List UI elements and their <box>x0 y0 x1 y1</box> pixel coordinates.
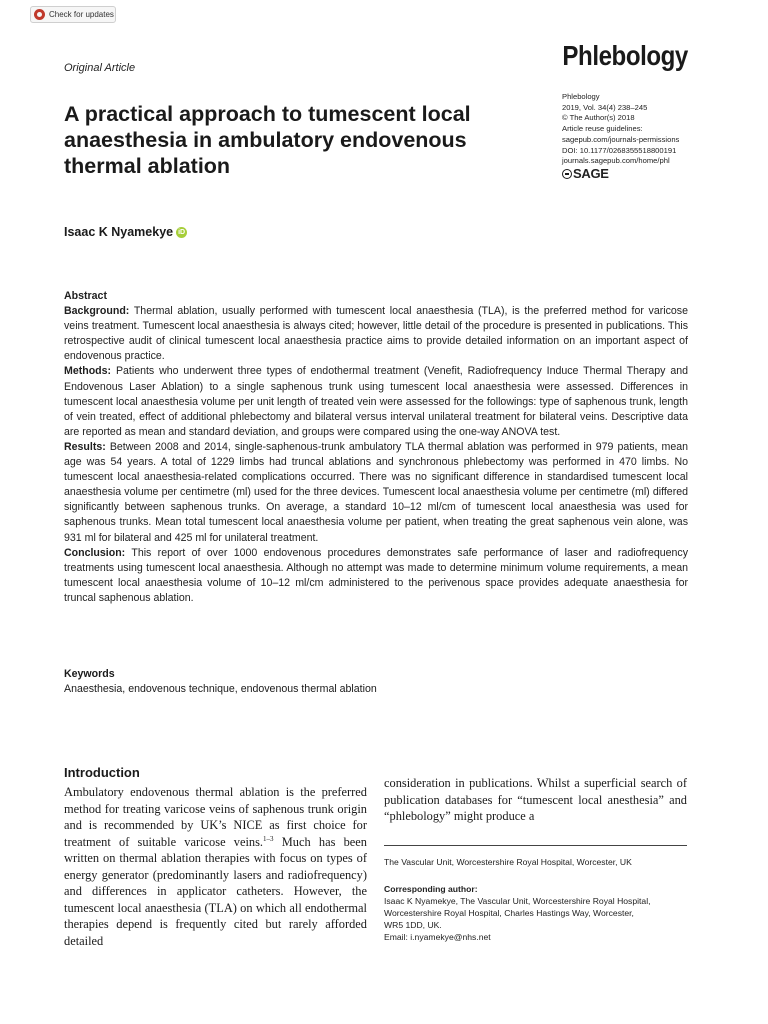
affiliation: The Vascular Unit, Worcestershire Royal Hospital, Worcester, UK <box>384 857 632 867</box>
abstract-methods <box>64 364 688 439</box>
citation-ref[interactable]: 1–3 <box>263 834 274 843</box>
results-text: Between 2008 and 2014, single-saphenous-trunk ambulatory TLA thermal ablation was performed in 979 patients, mean age was 54 years. A total of 1229 limbs had truncal ablations and synchronous phlebectomy was performed in 470 limbs. No tumescent local anaesthesia-related complications occurred. There was no significant difference in standardised tumescent local anaesthesia volume per centimetre (ml) used for the three devices. Tumescent local anaesthesia volume per centimetre (ml) differed significantly between saphenous trunks. On average, a standard 10–12 ml/cm of tumescent local anaesthesia was used for saphenous trunks. Mean total tumescent local anaesthesia volume per patient, when treating the great saphenous vein alone, was 931 ml for bilateral and 425 ml for unilateral treatment. <box>64 440 689 544</box>
publisher-logo <box>562 165 712 181</box>
introduction-left-column <box>64 784 367 949</box>
author-line <box>64 225 187 239</box>
corresponding-heading: Corresponding author: <box>384 884 478 894</box>
meta-journal: Phlebology <box>562 92 600 101</box>
methods-text: Patients who underwent three types of endothermal treatment (Venefit, Radiofrequency Induce Thermal Therapy and Endovenous Laser Ablation) to a single saphenous trunk using tumescent local anaesthesia were assessed. Differences in tumescent local anaesthesia volume per unit length of treated vein were assessed for the followings: type of saphenous trunk, length of vein treated, effect of additional phlebectomy and bilateral versus interval unilateral treatment for bilateral veins. Descriptive data are reported as mean and standard deviation, and groups were compared using the one-way ANOVA test. <box>64 365 688 438</box>
introduction-heading: Introduction <box>64 765 140 780</box>
methods-label: Methods: <box>64 365 112 378</box>
article-type-label: Original Article <box>64 62 136 74</box>
author-name[interactable]: Isaac K Nyamekye <box>64 225 174 239</box>
check-for-updates-icon <box>34 9 45 20</box>
keywords <box>64 667 688 697</box>
publication-meta <box>562 92 712 180</box>
publisher-name: SAGE <box>573 165 609 181</box>
background-text: Thermal ablation, usually performed with tumescent local anaesthesia (TLA), is the preferred method for varicose veins treatment. Tumescent local anaesthesia is always cited; however, little detail of the procedure is presented in publications. This retrospective audit of clinical tumescent local anaesthesia practice aims to provide detailed information on an important aspect of endovenous practice. <box>64 305 688 363</box>
journal-logo: Phlebology <box>562 40 688 71</box>
conclusion-label: Conclusion: <box>64 546 126 559</box>
abstract <box>64 289 688 606</box>
results-label: Results: <box>64 440 106 453</box>
intro-text-a: Ambulatory endovenous thermal ablation is the preferred method for treating varicose veins of saphenous trunk origin and is recommended by UK’s NICE as first choice for treatment of suitable varicose veins. <box>64 785 367 849</box>
corresponding-line: Isaac K Nyamekye, The Vascular Unit, Worcestershire Royal Hospital, <box>384 896 651 906</box>
article-title: A practical approach to tumescent local anaesthesia in ambulatory endovenous thermal ablation <box>64 102 471 178</box>
meta-copyright: © The Author(s) 2018 <box>562 113 635 123</box>
corresponding-line: Worcestershire Royal Hospital, Charles Hastings Way, Worcester, <box>384 908 634 918</box>
footnote-divider <box>384 845 687 846</box>
meta-doi[interactable]: DOI: 10.1177/0268355518800191 <box>562 145 677 155</box>
corresponding-line: WR5 1DD, UK. <box>384 920 442 930</box>
check-for-updates-label: Check for updates <box>49 10 114 19</box>
sage-logo-icon <box>562 169 572 179</box>
meta-reuse-label: Article reuse guidelines: <box>562 124 643 134</box>
abstract-results <box>64 440 688 546</box>
introduction-right-column: consideration in publications. Whilst a superficial search of publication databases for “tumescent local anesthesia” and “phlebology” might produce a <box>384 776 687 823</box>
corresponding-author <box>384 883 694 943</box>
check-for-updates-button[interactable] <box>30 6 116 23</box>
meta-journal-link[interactable]: journals.sagepub.com/home/phl <box>562 156 670 166</box>
keywords-heading: Keywords <box>64 668 115 680</box>
background-label: Background: <box>64 305 130 318</box>
meta-permissions-link[interactable]: sagepub.com/journals-permissions <box>562 134 680 144</box>
abstract-background <box>64 304 688 364</box>
orcid-icon[interactable]: iD <box>178 228 186 236</box>
keywords-text: Anaesthesia, endovenous technique, endovenous thermal ablation <box>64 683 377 695</box>
abstract-conclusion <box>64 546 688 606</box>
meta-volume: 2019, Vol. 34(4) 238–245 <box>562 102 648 112</box>
abstract-heading: Abstract <box>64 290 107 302</box>
conclusion-text: This report of over 1000 endovenous procedures demonstrates safe performance of laser and radiofrequency treatments using tumescent local anaesthesia. Although no attempt was made to determine minimum volume requirements, a mean tumescent local anaesthesia volume of 10–12 ml/cm administered to the perivenous space provides adequate anaesthesia for truncal saphenous ablation. <box>64 546 688 604</box>
intro-text-b: Much has been written on thermal ablation therapies with focus on types of energy generator (predominantly lasers and radiofrequency) and differences in applicator catheters. However, the tumescent local anaesthesia (TLA) on which all endothermal therapies depend is frequently cited but rarely afforded detailed <box>64 834 368 948</box>
corresponding-email[interactable]: Email: i.nyamekye@nhs.net <box>384 932 491 942</box>
